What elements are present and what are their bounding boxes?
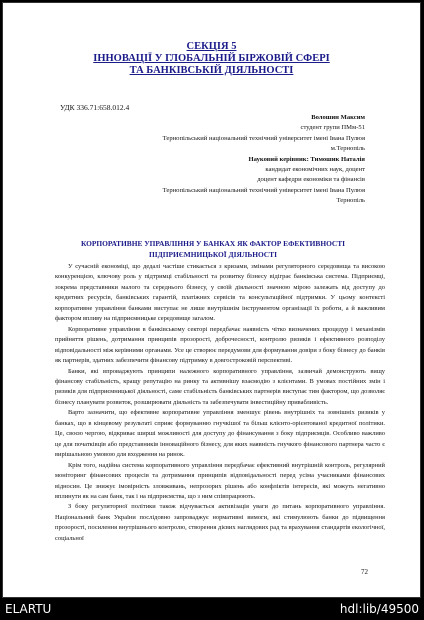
advisor-position: доцент кафедри економіки та фінансів [257, 176, 365, 184]
advisor-degree: кандидат економічних наук, доцент [265, 166, 365, 174]
body-paragraph: Корпоративне управління в банківському секторі передбачає наявність чітко визначених процедур і механізмів прийняття рішень, дотримання принципів прозорості, доброчесності, контролю ризиків і ефективного розподілу відповідальності між керівними органами. Усе це створює передумови для формування довіри з боку бізнесу до банків як партнерів, здатних забезпечити фінансову підтримку в довгостроковій перспективі. [55, 325, 385, 365]
body-paragraph: Варто зазначити, що ефективне корпоративне управління зменшує рівень внутрішніх та зовнішніх ризиків у банках, що в кінцевому результаті сприяє формуванню гнучкішої та більш клієнто-орієнтованої кредитної політики. Це, своєю чергою, відкриває ширші можливості для доступу до фінансування з боку підприємців. Особливо важливо це для початківців або представників інноваційного бізнесу, для яких наявність гнучкого фінансового партнера часто є вирішальною умовою для входження на ринок. [55, 409, 385, 459]
section-number: СЕКЦІЯ 5 [186, 41, 237, 52]
article-body [55, 262, 385, 544]
article-title [43, 239, 383, 261]
page-number: 72 [361, 568, 368, 576]
section-title-line-1: ІННОВАЦІЇ У ГЛОБАЛЬНІЙ БІРЖОВІЙ СФЕРІ [93, 53, 330, 64]
author-name: Волошин Максим [311, 114, 365, 121]
section-title-line-2: ТА БАНКІВСЬКІЙ ДІЯЛЬНОСТІ [129, 65, 294, 76]
body-paragraph: Банки, які впроваджують принципи належного корпоративного управління, зазвичай демонструють вищу фінансову стабільність, кращу репутацію на ринку та активнішу взаємодію з клієнтами. В умовах постійних змін і ризиків для підприємницької діяльності, саме стабільність банківських партнерів виступає тим фактором, що дозволяє бізнесу планувати розвиток, розширювати діяльність та забезпечувати інвестиційну привабливість. [55, 367, 385, 406]
footer-bar [0, 599, 424, 620]
author-block [45, 113, 365, 207]
advisor-city: Тернопіль [336, 197, 365, 205]
body-paragraph: З боку регуляторної політики також відчувається активізація уваги до питань корпоративного управління. Національний банк України послідовно запроваджує нормативні вимоги, які стимулюють банки до підвищення прозорості, посилення внутрішнього контролю, створення дієвих наглядових рад та врахування стандартів екологічної, соціальної [55, 503, 385, 542]
footer-handle-label: hdl:lib/49500 [339, 602, 419, 616]
udk-code: УДК 336.71:658.012.4 [60, 103, 130, 112]
document-page [2, 2, 421, 598]
advisor-name: Науковий керівник: Тимошик Наталія [248, 155, 365, 163]
advisor-affiliation: Тернопільський національний технічний університет імені Івана Пулюя [162, 186, 365, 194]
article-title-line-1: КОРПОРАТИВНЕ УПРАВЛІННЯ У БАНКАХ ЯК ФАКТОР ЕФЕКТИВНОСТІ [80, 239, 346, 248]
body-paragraph: У сучасній економіці, що дедалі частіше стикається з кризами, змінами регуляторного середовища та високою конкуренцією, ключову роль у підтримці стабільності та розвитку бізнесу відіграє банківська система. Підприємці, зокрема представники малого та середнього бізнесу, у своїй діяльності значною мірою залежать від доступу до кредитних ресурсів, банківських гарантій, платіжних сервісів та консультаційної підтримки. У цьому контексті корпоративне управління банками виступає не лише внутрішнім інструментом організації їх роботи, а й важливим фактором впливу на підприємницьке середовище загалом. [55, 263, 385, 323]
author-status: студент групи ПМм-51 [300, 124, 365, 132]
body-paragraph: Крім того, надійна система корпоративного управління передбачає ефективний внутрішній контроль, регулярний моніторинг фінансових процесів та дотримання принципів відповідальності перед усіма учасниками фінансових відносин. Це знижує імовірність зловживань, непрозорих рішень або конфліктів інтересів, які можуть негативно вплинути як на сам банк, так і на підприємства, що з ним співпрацюють. [55, 461, 385, 500]
footer-repository-label: ELARTU [5, 602, 52, 616]
section-heading [3, 41, 420, 77]
author-affiliation: Тернопільський національний технічний університет імені Івана Пулюя [162, 134, 365, 142]
article-title-line-2: ПІДПРИЄМНИЦЬКОЇ ДІЯЛЬНОСТІ [149, 249, 277, 259]
author-city: м.Тернопіль [330, 145, 365, 153]
